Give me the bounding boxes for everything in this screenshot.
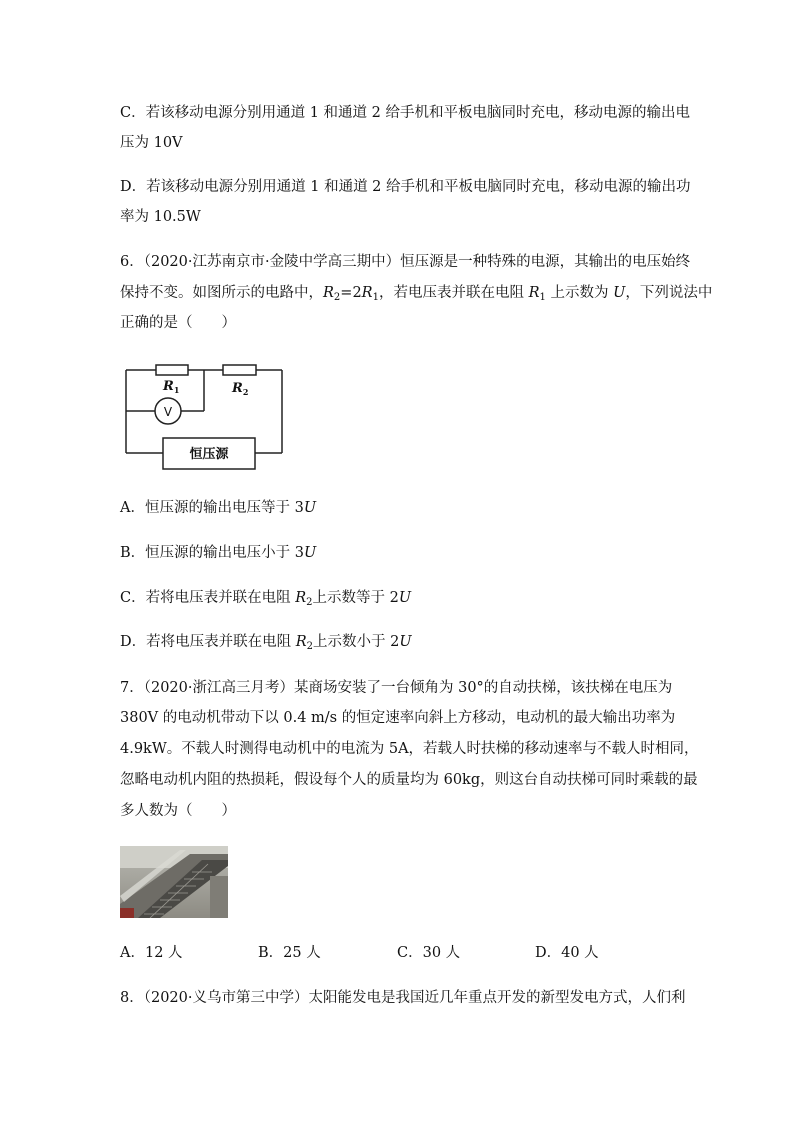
resistor-r2	[223, 365, 256, 375]
q7-stem-line2: 380V 的电动机带动下以 0.4 m/s 的恒定速率向斜上方移动，电动机的最大输出功率为	[120, 710, 676, 726]
q6-option-b: B．恒压源的输出电压小于 3U	[120, 545, 317, 561]
q7-option-a: A．12 人	[120, 945, 183, 961]
q5-option-d-line2: 率为 10.5W	[120, 209, 201, 225]
q7-stem-line5: 多人数为（ ）	[120, 803, 236, 819]
circuit-diagram	[118, 358, 288, 478]
label-r2: $R_2$	[232, 381, 249, 397]
q6-stem-line2: 保持不变。如图所示的电路中，$R_2=2R_1$，若电压表并联在电阻 $R_1$ 上示数为 U，下列说法中	[120, 285, 713, 303]
q7-option-d: D．40 人	[535, 945, 599, 961]
resistor-r1	[156, 365, 188, 375]
escalator-photo	[120, 846, 228, 918]
q5-option-c-line1: C．若该移动电源分别用通道 1 和通道 2 给手机和平板电脑同时充电，移动电源的输出电	[120, 105, 690, 121]
q5-option-d-line1: D．若该移动电源分别用通道 1 和通道 2 给手机和平板电脑同时充电，移动电源的输出功	[120, 179, 691, 195]
label-source: 恒压源	[189, 447, 229, 462]
q6-stem-line1: 6．（2020·江苏南京市·金陵中学高三期中）恒压源是一种特殊的电源，其输出的电压始终	[120, 254, 691, 270]
q6-option-a: A．恒压源的输出电压等于 3U	[120, 500, 317, 516]
label-voltmeter: V	[163, 405, 173, 419]
q7-option-b: B．25 人	[258, 945, 321, 961]
q8-stem-line1: 8．（2020·义乌市第三中学）太阳能发电是我国近几年重点开发的新型发电方式，人们利	[120, 990, 686, 1006]
q7-option-c: C．30 人	[397, 945, 461, 961]
q7-stem-line1: 7．（2020·浙江高三月考）某商场安装了一台倾角为 30°的自动扶梯，该扶梯在电压为	[120, 680, 673, 696]
q6-option-c: C．若将电压表并联在电阻 $R_2$上示数等于 2U	[120, 590, 412, 608]
q7-stem-line4: 忽略电动机内阻的热损耗，假设每个人的质量均为 60kg，则这台自动扶梯可同时乘载的最	[120, 772, 698, 788]
q6-stem-line3: 正确的是（ ）	[120, 315, 236, 331]
q7-stem-line3: 4.9kW。不载人时测得电动机中的电流为 5A，若载人时扶梯的移动速率与不载人时相同，	[120, 741, 699, 757]
q6-option-d: D．若将电压表并联在电阻 $R_2$上示数小于 2U	[120, 634, 412, 652]
q5-option-c-line2: 压为 10V	[120, 135, 183, 151]
label-r1: $R_1$	[163, 379, 180, 395]
